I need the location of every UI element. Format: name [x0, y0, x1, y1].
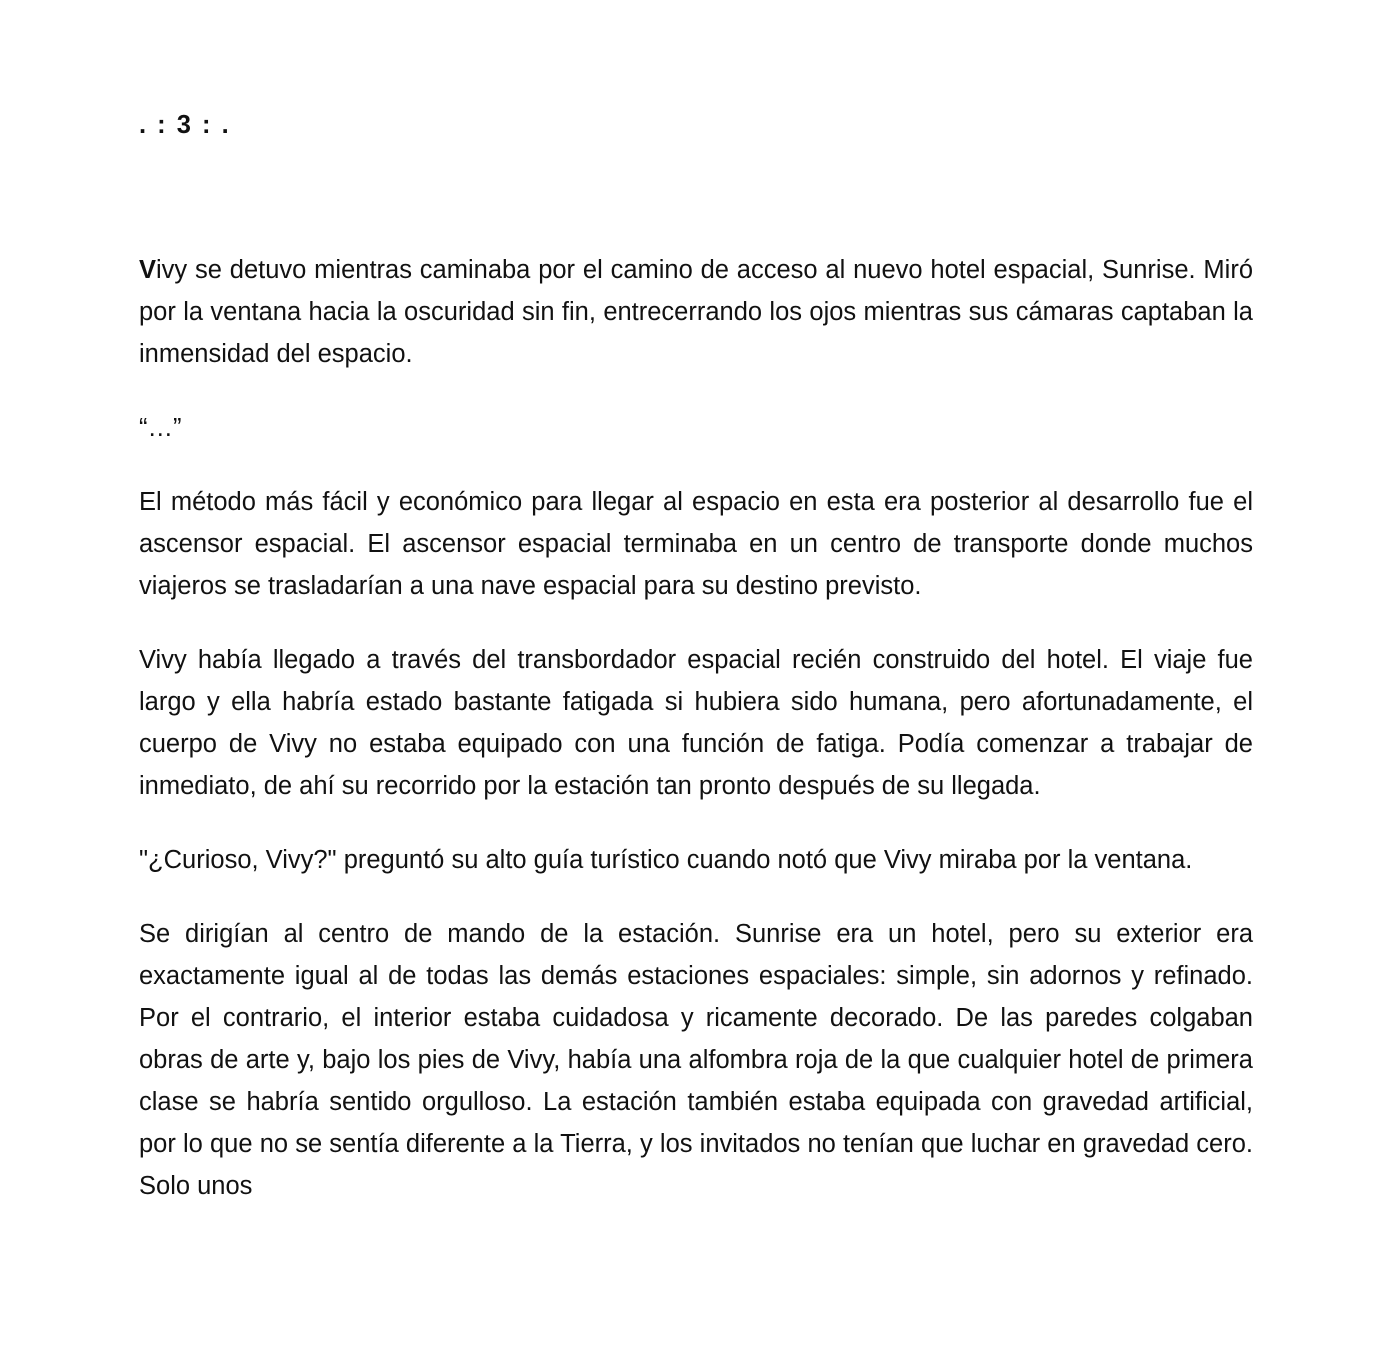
paragraph-3: El método más fácil y económico para llegar al espacio en esta era posterior al desarrollo fue el ascensor espacial. El ascensor espacial terminaba en un centro de transporte donde muchos viajeros se trasladarían a una nave espacial para su destino previsto. [139, 488, 1253, 600]
paragraph-2: “…” [139, 414, 182, 442]
chapter-marker: . : 3 : . [139, 111, 231, 139]
bold-initial: V [139, 256, 157, 284]
paragraph-1-text: ivy se detuvo mientras caminaba por el camino de acceso al nuevo hotel espacial, Sunrise. Miró por la ventana hacia la oscuridad sin fin, entrecerrando los ojos mientras sus cámaras captaban la inmensidad del espacio. [139, 256, 1253, 368]
paragraph-1 [139, 249, 1253, 375]
paragraph-6: Se dirigían al centro de mando de la estación. Sunrise era un hotel, pero su exterior era exactamente igual al de todas las demás estaciones espaciales: simple, sin adornos y refinado. Por el contrario, el interior estaba cuidadosa y ricamente decorado. De las paredes colgaban obras de arte y, bajo los pies de Vivy, había una alfombra roja de la que cualquier hotel de primera clase se habría sentido orgulloso. La estación también estaba equipada con gravedad artificial, por lo que no se sentía diferente a la Tierra, y los invitados no tenían que luchar en gravedad cero. Solo unos [139, 920, 1253, 1200]
paragraph-5: "¿Curioso, Vivy?" preguntó su alto guía turístico cuando notó que Vivy miraba por la ventana. [139, 846, 1193, 874]
document-body [139, 104, 1253, 1207]
paragraph-4: Vivy había llegado a través del transbordador espacial recién construido del hotel. El viaje fue largo y ella habría estado bastante fatigada si hubiera sido humana, pero afortunadamente, el cuerpo de Vivy no estaba equipado con una función de fatiga. Podía comenzar a trabajar de inmediato, de ahí su recorrido por la estación tan pronto después de su llegada. [139, 646, 1253, 800]
